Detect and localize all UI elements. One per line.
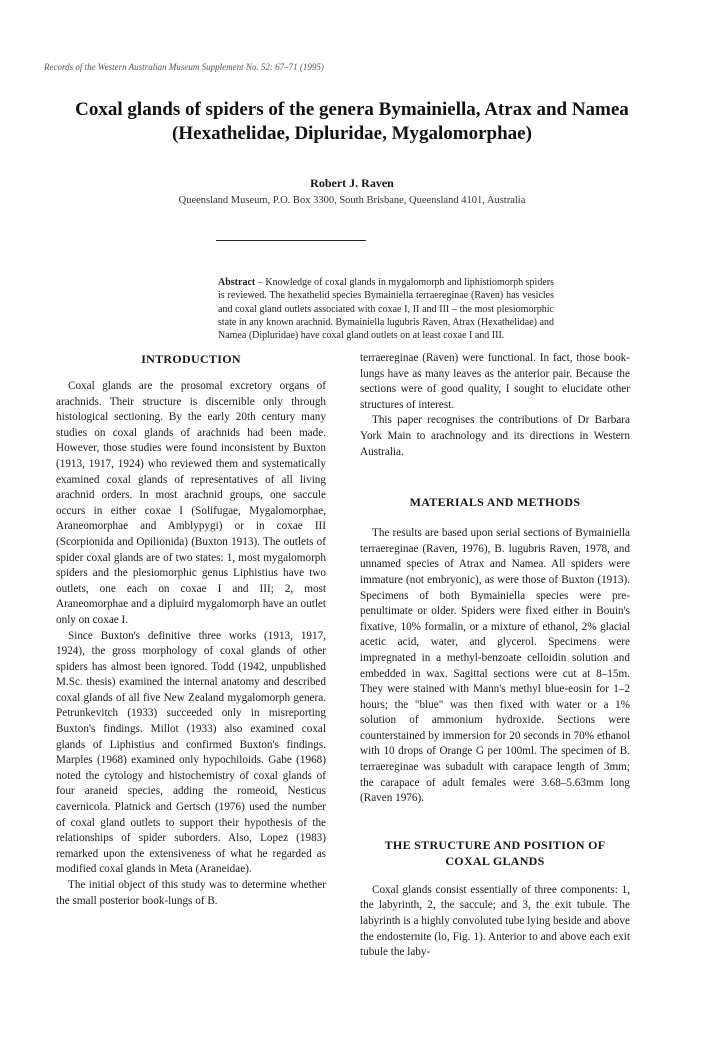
right-column bbox=[360, 351, 630, 961]
abstract-text: – Knowledge of coxal glands in mygalomorph and liphistiomorph spiders is reviewed. The hexathelid species Bymainiella terraereginae (Raven) has vesicles and coxal gland outlets associated with coxae I, II and III – the most plesiomorphic state in any known arachnid. Bymainiella lugubris Raven, Atrax (Hexathelidae) and Namea (Dipluridae) have coxal gland outlets on at least coxae I and III. bbox=[218, 277, 554, 342]
intro-paragraph-1: Coxal glands are the prosomal excretory organs of arachnids. Their structure is discernible only through histological sectioning. By the early 20th century many studies on coxal glands of arachnids had been made. However, those studies were found inconsistent by Buxton (1913, 1917, 1924) who reviewed them and systematically examined coxal glands of representatives of all living arachnid orders. In most arachnid groups, one saccule occurs in either coxae I (Solifugae, Mygalomorphae, Araneomorphae and Amblypygi) or in coxae III (Scorpionida and Opilionida) (Buxton 1913). The outlets of spider coxal glands are of two states: 1, most mygalomorph spiders and the plesiomorphic genus Liphistius have two outlets, one each on coxae I and III; 2, most Araneomorphae and a dipluird mygalomorph have an outlet only on coxae I. bbox=[56, 380, 326, 626]
intro-paragraph-2: Since Buxton's definitive three works (1913, 1917, 1924), the gross morphology of coxal glands of other spiders has almost been ignored. Todd (1942, unpublished M.Sc. thesis) examined the internal anatomy and described coxal glands of all five New Zealand mygalomorph genera. Petrunkevitch (1933) succeeded only in misreporting Buxton's findings. Millot (1933) also examined coxal glands of Liphistius and confirmed Buxton's findings. Marples (1968) examined only hypochiloids. Gabe (1968) noted the cytology and histochemistry of coxal glands of four araneid species, adding the romeoid, Nesticus cavernicola. Platnick and Gertsch (1976) used the number of coxal gland outlets to support their hypothesis of the relationships of spider suborders. Also, Lopez (1983) remarked upon the extensiveness of what he regarded as modified coxal glands in Meta (Araneidae). bbox=[56, 629, 326, 876]
author-name: Robert J. Raven bbox=[310, 176, 394, 190]
title-divider bbox=[216, 240, 366, 241]
title-line-2: (Hexathelidae, Dipluridae, Mygalomorphae) bbox=[172, 123, 532, 144]
introduction-heading: INTRODUCTION bbox=[141, 352, 241, 366]
intro-paragraph-3: The initial object of this study was to determine whether the small posterior book-lungs of B. bbox=[56, 879, 326, 907]
structure-heading-line-2: COXAL GLANDS bbox=[445, 853, 545, 868]
structure-paragraph: Coxal glands consist essentially of three components: 1, the labyrinth, 2, the saccule; and 3, the exit tubule. The labyrinth is a highly convoluted tube lying beside and above the endosternite (lo, Fig. 1). Anterior to and above each exit tubule the laby- bbox=[360, 883, 630, 959]
paper-title bbox=[60, 98, 644, 146]
intro-continuation: terraereginae (Raven) were functional. In fact, those book-lungs have as many leaves as the anterior pair. Because the sections were of good quality, I sought to elucidate other structures of interest. bbox=[360, 352, 630, 411]
author-affiliation: Queensland Museum, P.O. Box 3300, South Brisbane, Queensland 4101, Australia bbox=[178, 195, 526, 206]
abstract-label: Abstract bbox=[218, 277, 256, 288]
acknowledgement-paragraph: This paper recognises the contributions of Dr Barbara York Main to arachnology and its directions in Western Australia. bbox=[360, 414, 630, 458]
structure-heading bbox=[360, 837, 630, 869]
running-head: Records of the Western Australian Museum Supplement No. 52: 67–71 (1995) bbox=[44, 62, 324, 72]
methods-paragraph: The results are based upon serial sections of Bymainiella terraereginae (Raven, 1976), B. lugubris Raven, 1978, and unnamed species of Atrax and Namea. All spiders were immature (not embryonic), as were those of Buxton (1913). Specimens of both Bymainiella species were pre-penultimate or older. Spiders were fixed either in Bouin's fixative, 10% formalin, or a mixture of ethanol, 2% glacial acetic acid, water, and glycerol. Specimens were impregnated in a methyl-benzoate celloidin solution and embedded in wax. Sagittal sections were cut at 8–15m. They were stained with Mann's methyl blue-eosin for 1–2 hours; the "blue" was then fixed with water or a 1% solution of ammonium hydroxide. Sections were counterstained by immersion for 20 seconds in 70% ethanol with 10 drops of Orange G per 100ml. The specimen of B. terraereginae was subadult with carapace length of 3mm; the carapace of adult females were 3.68–5.63mm long (Raven 1976). bbox=[360, 527, 630, 805]
left-column bbox=[56, 351, 326, 909]
abstract bbox=[218, 276, 554, 342]
structure-heading-line-1: THE STRUCTURE AND POSITION OF bbox=[384, 837, 606, 852]
methods-heading: MATERIALS AND METHODS bbox=[409, 495, 581, 510]
title-line-1: Coxal glands of spiders of the genera Bymainiella, Atrax and Namea bbox=[75, 99, 629, 120]
